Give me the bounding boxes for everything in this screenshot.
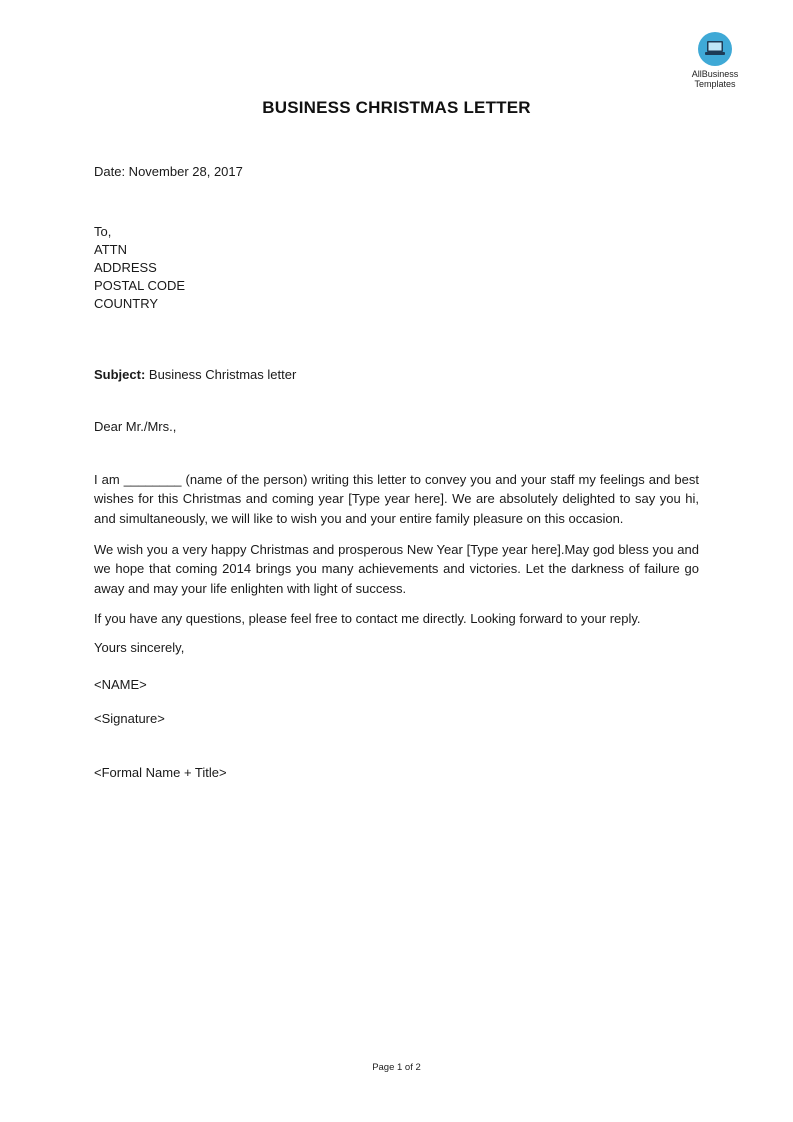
signature-placeholder: <Signature>	[94, 711, 165, 726]
name-placeholder: <NAME>	[94, 677, 147, 692]
subject-text: Business Christmas letter	[145, 367, 297, 382]
logo-text-line2: Templates	[694, 79, 736, 89]
document-title: BUSINESS CHRISTMAS LETTER	[262, 98, 531, 117]
subject-line	[94, 366, 296, 384]
closing: Yours sincerely,	[94, 640, 185, 655]
subject-label: Subject:	[94, 367, 146, 382]
laptop-icon	[698, 32, 732, 66]
body-paragraph-2: We wish you a very happy Christmas and prosperous New Year [Type year here].May god bless you and we hope that coming 2014 brings you many achievements and victories. Let the darkness of failure go away and may your life enlighten with light of success.	[94, 542, 699, 596]
recipient-block	[94, 223, 185, 313]
recipient-attn: ATTN	[94, 242, 127, 257]
brand-logo	[680, 32, 750, 89]
letter-date: Date: November 28, 2017	[94, 164, 243, 179]
salutation: Dear Mr./Mrs.,	[94, 419, 177, 434]
logo-text-line1: AllBusiness	[691, 69, 739, 79]
body-paragraph-1: I am ________ (name of the person) writing this letter to convey you and your staff my feelings and best wishes for this Christmas and coming year [Type year here]. We are absolutely delighted to say you hi, and simultaneously, we will like to wish you and your entire family pleasure on this occasion.	[94, 472, 699, 526]
recipient-country: COUNTRY	[94, 296, 159, 311]
body-paragraph-3: If you have any questions, please feel free to contact me directly. Looking forward to your reply.	[94, 611, 641, 626]
page-number: Page 1 of 2	[372, 1062, 421, 1073]
recipient-postal-code: POSTAL CODE	[94, 278, 186, 293]
formal-name-placeholder: <Formal Name + Title>	[94, 765, 227, 780]
recipient-address: ADDRESS	[94, 260, 157, 275]
recipient-to: To,	[94, 224, 112, 239]
